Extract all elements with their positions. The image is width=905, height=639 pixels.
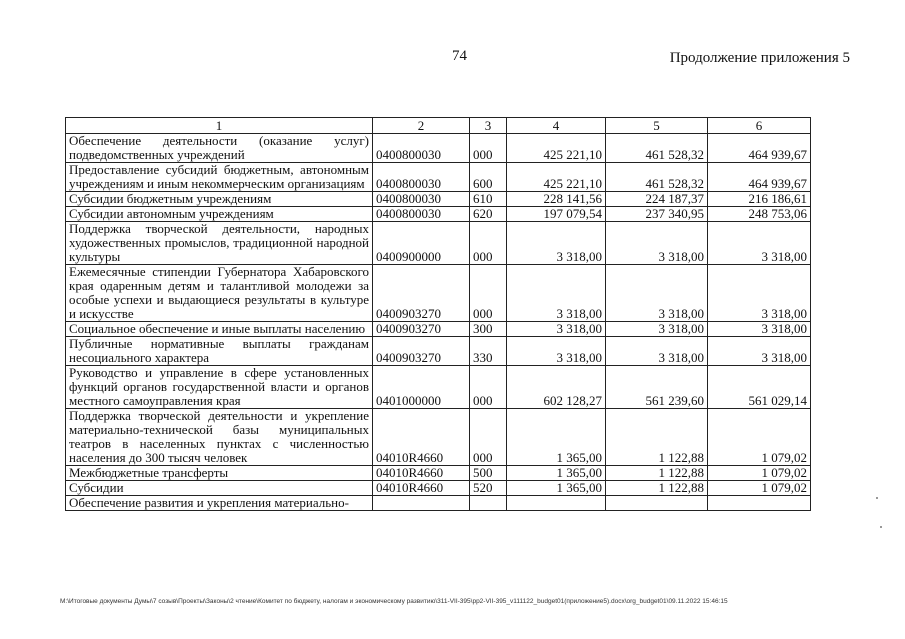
row-value-2023: 1 365,00 xyxy=(507,466,606,481)
column-header: 6 xyxy=(708,118,811,134)
row-name: Обеспечение деятельности (оказание услуг) подведомственных учреждений xyxy=(66,134,373,163)
table-row xyxy=(66,481,811,496)
row-value-2024: 3 318,00 xyxy=(606,322,708,337)
column-header: 5 xyxy=(606,118,708,134)
row-code: 0400800030 xyxy=(373,192,470,207)
row-value-2024: 237 340,95 xyxy=(606,207,708,222)
row-value-2025: 3 318,00 xyxy=(708,222,811,265)
row-code: 0400800030 xyxy=(373,207,470,222)
row-code: 0400903270 xyxy=(373,337,470,366)
row-code: 04010R4660 xyxy=(373,409,470,466)
table-row xyxy=(66,134,811,163)
table-row xyxy=(66,222,811,265)
row-type: 000 xyxy=(470,222,507,265)
row-type: 000 xyxy=(470,265,507,322)
row-name: Ежемесячные стипендии Губернатора Хабаровского края одаренным детям и талантливой молодежи за особые успехи и выдающиеся результаты в культуре и искусстве xyxy=(66,265,373,322)
row-code xyxy=(373,496,470,511)
row-code: 0401000000 xyxy=(373,366,470,409)
row-type: 000 xyxy=(470,366,507,409)
row-value-2025: 248 753,06 xyxy=(708,207,811,222)
row-value-2024: 3 318,00 xyxy=(606,222,708,265)
row-name: Межбюджетные трансферты xyxy=(66,466,373,481)
row-value-2023: 3 318,00 xyxy=(507,322,606,337)
budget-table xyxy=(65,117,811,511)
row-type xyxy=(470,496,507,511)
row-value-2024: 1 122,88 xyxy=(606,481,708,496)
row-value-2025 xyxy=(708,496,811,511)
row-type: 600 xyxy=(470,163,507,192)
scan-speck xyxy=(880,526,882,528)
row-code: 04010R4660 xyxy=(373,466,470,481)
table-row xyxy=(66,322,811,337)
row-name: Обеспечение развития и укрепления материально- xyxy=(66,496,373,511)
row-value-2025: 3 318,00 xyxy=(708,322,811,337)
row-code: 0400800030 xyxy=(373,134,470,163)
row-value-2024: 1 122,88 xyxy=(606,466,708,481)
row-name: Поддержка творческой деятельности, народных художественных промыслов, традиционной народной культуры xyxy=(66,222,373,265)
table-row xyxy=(66,466,811,481)
row-name: Поддержка творческой деятельности и укрепление материально-технической базы муниципальных театров в населенных пунктах с численностью населения до 300 тысяч человек xyxy=(66,409,373,466)
appendix-continuation-header: Продолжение приложения 5 xyxy=(669,50,850,66)
table-row xyxy=(66,337,811,366)
row-name: Субсидии xyxy=(66,481,373,496)
row-value-2024: 3 318,00 xyxy=(606,265,708,322)
row-value-2023: 3 318,00 xyxy=(507,337,606,366)
column-header: 2 xyxy=(373,118,470,134)
row-value-2025: 1 079,02 xyxy=(708,466,811,481)
row-value-2023 xyxy=(507,496,606,511)
row-value-2025: 464 939,67 xyxy=(708,163,811,192)
table-row xyxy=(66,207,811,222)
document-file-path: M:\Итоговые документы Думы\7 созыв\Проекты\Законы\2 чтение\Комитет по бюджету, налогам и экономическому развитию\311-VII-395\рр2-VII-395_v111122_budget01(приложение5).docx\org_budget01\09.11.2022 15:46:15 xyxy=(60,598,728,605)
table-header-row xyxy=(66,118,811,134)
scan-speck xyxy=(876,497,878,499)
row-value-2025: 3 318,00 xyxy=(708,337,811,366)
row-code: 0400903270 xyxy=(373,265,470,322)
row-code: 04010R4660 xyxy=(373,481,470,496)
table-row xyxy=(66,366,811,409)
row-name: Субсидии бюджетным учреждениям xyxy=(66,192,373,207)
row-value-2023: 3 318,00 xyxy=(507,222,606,265)
row-value-2025: 1 079,02 xyxy=(708,409,811,466)
column-header: 4 xyxy=(507,118,606,134)
row-value-2023: 197 079,54 xyxy=(507,207,606,222)
table-row xyxy=(66,265,811,322)
column-header: 1 xyxy=(66,118,373,134)
row-type: 520 xyxy=(470,481,507,496)
page-number: 74 xyxy=(452,48,467,64)
row-type: 000 xyxy=(470,134,507,163)
row-value-2023: 228 141,56 xyxy=(507,192,606,207)
table-row xyxy=(66,163,811,192)
row-value-2023: 425 221,10 xyxy=(507,163,606,192)
row-name: Субсидии автономным учреждениям xyxy=(66,207,373,222)
row-code: 0400800030 xyxy=(373,163,470,192)
row-code: 0400900000 xyxy=(373,222,470,265)
row-value-2023: 3 318,00 xyxy=(507,265,606,322)
row-value-2024: 561 239,60 xyxy=(606,366,708,409)
row-type: 000 xyxy=(470,409,507,466)
row-value-2025: 464 939,67 xyxy=(708,134,811,163)
row-code: 0400903270 xyxy=(373,322,470,337)
row-value-2025: 3 318,00 xyxy=(708,265,811,322)
row-type: 330 xyxy=(470,337,507,366)
row-value-2023: 1 365,00 xyxy=(507,409,606,466)
table-row xyxy=(66,496,811,511)
row-value-2024: 3 318,00 xyxy=(606,337,708,366)
column-header: 3 xyxy=(470,118,507,134)
row-type: 300 xyxy=(470,322,507,337)
row-value-2024: 224 187,37 xyxy=(606,192,708,207)
row-name: Руководство и управление в сфере установленных функций органов государственной власти и органов местного самоуправления края xyxy=(66,366,373,409)
row-name: Публичные нормативные выплаты гражданам несоциального характера xyxy=(66,337,373,366)
row-value-2025: 216 186,61 xyxy=(708,192,811,207)
row-value-2024 xyxy=(606,496,708,511)
row-value-2024: 1 122,88 xyxy=(606,409,708,466)
row-value-2025: 1 079,02 xyxy=(708,481,811,496)
row-value-2023: 425 221,10 xyxy=(507,134,606,163)
row-value-2023: 602 128,27 xyxy=(507,366,606,409)
row-type: 500 xyxy=(470,466,507,481)
table-row xyxy=(66,192,811,207)
row-value-2024: 461 528,32 xyxy=(606,134,708,163)
row-type: 610 xyxy=(470,192,507,207)
row-type: 620 xyxy=(470,207,507,222)
row-name: Предоставление субсидий бюджетным, автономным учреждениям и иным некоммерческим организациям xyxy=(66,163,373,192)
row-value-2025: 561 029,14 xyxy=(708,366,811,409)
row-name: Социальное обеспечение и иные выплаты населению xyxy=(66,322,373,337)
row-value-2024: 461 528,32 xyxy=(606,163,708,192)
row-value-2023: 1 365,00 xyxy=(507,481,606,496)
table-row xyxy=(66,409,811,466)
